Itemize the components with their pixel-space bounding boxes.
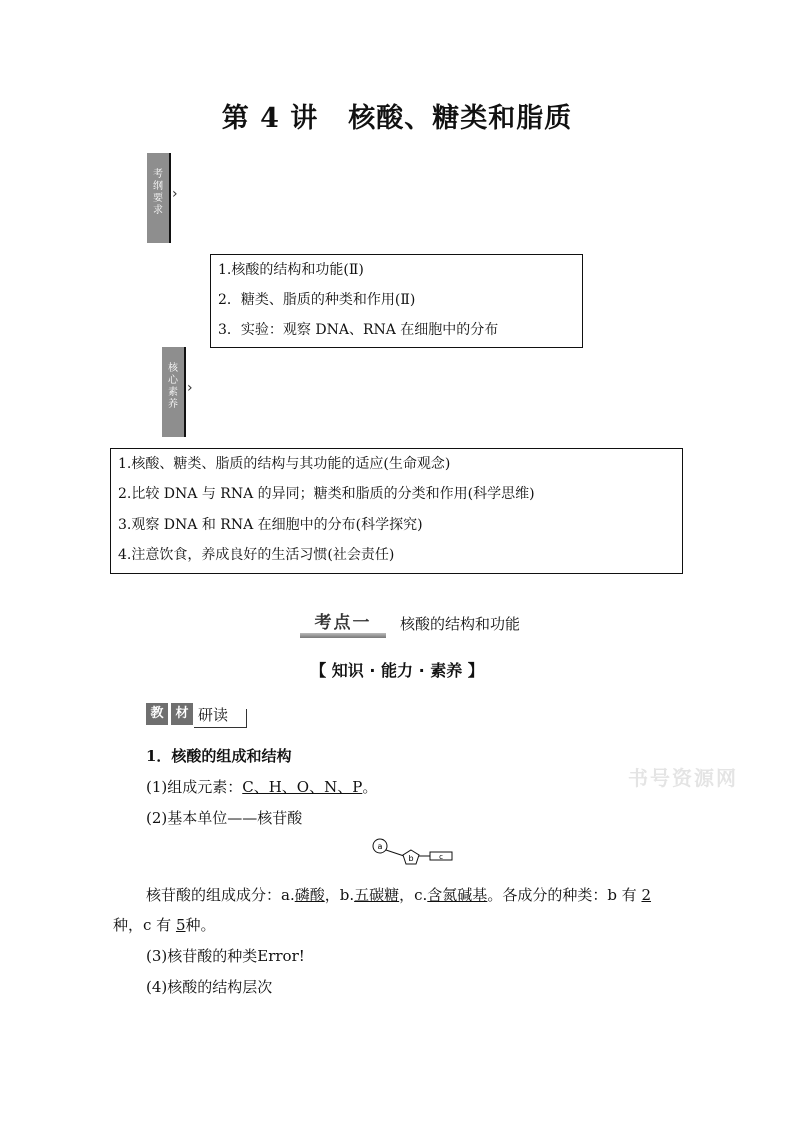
watermark: 书号资源网 <box>628 766 738 790</box>
tag-box: 教 <box>146 703 168 725</box>
chevron-right-icon: › <box>187 380 193 396</box>
tag-box: 材 <box>171 703 193 725</box>
kaogang-box <box>210 254 583 348</box>
answer-c-count: 5 <box>175 916 186 934</box>
elements-answer: C、H、O、N、P <box>242 778 363 796</box>
hexin-item: 4.注意饮食，养成良好的生活习惯(社会责任) <box>118 547 395 563</box>
composition-line-2: 种，c 有 5种。 <box>113 916 216 934</box>
item-basic-unit: (2)基本单位——核苷酸 <box>146 809 303 827</box>
tab-hexin-suyang: 核 心 素 养 <box>162 347 184 437</box>
diagram-label-b: b <box>408 854 414 863</box>
hexin-box <box>110 448 683 574</box>
section-title: 核酸的结构和功能 <box>400 615 521 633</box>
tab-divider <box>184 347 186 437</box>
textbook-reading-tag <box>146 703 256 727</box>
item-nucleotide-types: (3)核苷酸的种类Error! <box>146 947 305 965</box>
answer-phosphate: 磷酸 <box>294 886 325 904</box>
kaogang-item: 2．糖类、脂质的种类和作用(Ⅱ) <box>218 292 416 308</box>
nucleotide-diagram <box>368 836 458 870</box>
kaogang-item: 3．实验：观察 DNA、RNA 在细胞中的分布 <box>218 322 499 338</box>
tab-divider <box>169 153 171 243</box>
diagram-label-c: c <box>439 853 443 861</box>
title-main: 核酸、糖类和脂质 <box>348 103 573 134</box>
item-structure-levels: (4)核酸的结构层次 <box>146 978 273 996</box>
hexin-item: 1.核酸、糖类、脂质的结构与其功能的适应(生命观念) <box>118 456 451 472</box>
section-badge: 考点一 <box>300 610 386 638</box>
chevron-right-icon: › <box>172 186 178 202</box>
title-prefix: 第 4 讲 <box>221 103 319 134</box>
page-title <box>0 96 794 135</box>
item-composition-elements: (1)组成元素：C、H、O、N、P。 <box>146 778 378 796</box>
hexin-item: 2.比较 DNA 与 RNA 的异同；糖类和脂质的分类和作用(科学思维) <box>118 486 535 502</box>
composition-line-1: 核苷酸的组成成分：a.磷酸，b.五碳糖，c.含氮碱基。各成分的种类：b 有 2 <box>146 886 652 904</box>
tag-text: 研读 <box>198 706 229 724</box>
tab-kaogang-yaoqiu: 考 纲 要 求 <box>147 153 169 243</box>
heading-nucleic-acid-structure: 1．核酸的组成和结构 <box>146 747 292 765</box>
subsection-heading: 【 知识 · 能力 · 素养 】 <box>310 661 484 680</box>
answer-base: 含氮碱基 <box>427 886 488 904</box>
diagram-label-a: a <box>377 842 383 851</box>
answer-b-count: 2 <box>641 886 652 904</box>
bond-line <box>386 850 404 856</box>
kaogang-item: 1.核酸的结构和功能(Ⅱ) <box>218 262 364 278</box>
answer-pentose: 五碳糖 <box>354 886 400 904</box>
hexin-item: 3.观察 DNA 和 RNA 在细胞中的分布(科学探究) <box>118 517 423 533</box>
